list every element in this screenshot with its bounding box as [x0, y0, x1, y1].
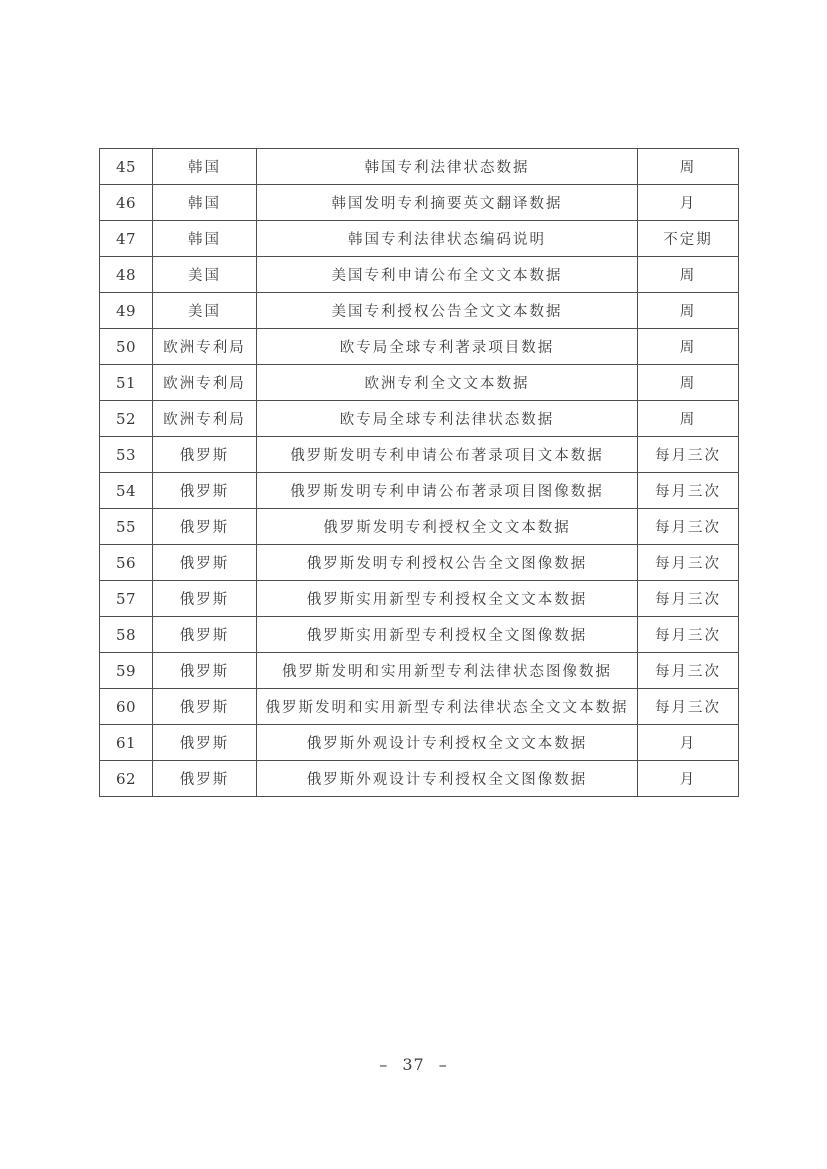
row-number-cell: 51: [100, 365, 153, 401]
table-row: [100, 149, 739, 185]
dataset-name-cell: 美国专利授权公告全文文本数据: [257, 293, 638, 329]
dataset-name-cell: 韩国专利法律状态数据: [257, 149, 638, 185]
country-office-cell: 美国: [153, 257, 257, 293]
update-frequency-cell: 不定期: [638, 221, 739, 257]
country-office-cell: 韩国: [153, 221, 257, 257]
dataset-name-cell: 俄罗斯实用新型专利授权全文文本数据: [257, 581, 638, 617]
patent-data-table-body: [100, 149, 739, 797]
dataset-name-cell: 美国专利申请公布全文文本数据: [257, 257, 638, 293]
table-row: [100, 689, 739, 725]
dataset-name-cell: 俄罗斯发明专利申请公布著录项目文本数据: [257, 437, 638, 473]
row-number-cell: 48: [100, 257, 153, 293]
country-office-cell: 俄罗斯: [153, 473, 257, 509]
dataset-name-cell: 俄罗斯发明和实用新型专利法律状态图像数据: [257, 653, 638, 689]
country-office-cell: 俄罗斯: [153, 761, 257, 797]
dataset-name-cell: 欧洲专利全文文本数据: [257, 365, 638, 401]
update-frequency-cell: 每月三次: [638, 581, 739, 617]
dataset-name-cell: 俄罗斯发明和实用新型专利法律状态全文文本数据: [257, 689, 638, 725]
country-office-cell: 俄罗斯: [153, 581, 257, 617]
table-row: [100, 401, 739, 437]
update-frequency-cell: 周: [638, 365, 739, 401]
update-frequency-cell: 月: [638, 725, 739, 761]
row-number-cell: 55: [100, 509, 153, 545]
row-number-cell: 60: [100, 689, 153, 725]
country-office-cell: 欧洲专利局: [153, 401, 257, 437]
table-row: [100, 617, 739, 653]
row-number-cell: 58: [100, 617, 153, 653]
country-office-cell: 韩国: [153, 185, 257, 221]
update-frequency-cell: 每月三次: [638, 545, 739, 581]
dataset-name-cell: 俄罗斯发明专利授权全文文本数据: [257, 509, 638, 545]
table-row: [100, 473, 739, 509]
update-frequency-cell: 周: [638, 257, 739, 293]
dataset-name-cell: 俄罗斯实用新型专利授权全文图像数据: [257, 617, 638, 653]
row-number-cell: 53: [100, 437, 153, 473]
table-row: [100, 545, 739, 581]
dataset-name-cell: 欧专局全球专利法律状态数据: [257, 401, 638, 437]
country-office-cell: 俄罗斯: [153, 689, 257, 725]
country-office-cell: 俄罗斯: [153, 617, 257, 653]
country-office-cell: 欧洲专利局: [153, 329, 257, 365]
row-number-cell: 62: [100, 761, 153, 797]
table-row: [100, 581, 739, 617]
table-row: [100, 725, 739, 761]
table-row: [100, 257, 739, 293]
dataset-name-cell: 欧专局全球专利著录项目数据: [257, 329, 638, 365]
update-frequency-cell: 每月三次: [638, 473, 739, 509]
dataset-name-cell: 俄罗斯外观设计专利授权全文图像数据: [257, 761, 638, 797]
country-office-cell: 俄罗斯: [153, 509, 257, 545]
table-row: [100, 437, 739, 473]
patent-data-table: [99, 148, 739, 797]
update-frequency-cell: 每月三次: [638, 617, 739, 653]
row-number-cell: 61: [100, 725, 153, 761]
row-number-cell: 47: [100, 221, 153, 257]
country-office-cell: 欧洲专利局: [153, 365, 257, 401]
row-number-cell: 45: [100, 149, 153, 185]
table-row: [100, 509, 739, 545]
table-row: [100, 329, 739, 365]
row-number-cell: 52: [100, 401, 153, 437]
country-office-cell: 俄罗斯: [153, 545, 257, 581]
row-number-cell: 59: [100, 653, 153, 689]
row-number-cell: 46: [100, 185, 153, 221]
country-office-cell: 俄罗斯: [153, 725, 257, 761]
dataset-name-cell: 俄罗斯外观设计专利授权全文文本数据: [257, 725, 638, 761]
update-frequency-cell: 周: [638, 401, 739, 437]
country-office-cell: 俄罗斯: [153, 653, 257, 689]
country-office-cell: 韩国: [153, 149, 257, 185]
dataset-name-cell: 韩国专利法律状态编码说明: [257, 221, 638, 257]
update-frequency-cell: 每月三次: [638, 653, 739, 689]
update-frequency-cell: 月: [638, 185, 739, 221]
page-number: – 37 –: [379, 1055, 448, 1074]
update-frequency-cell: 每月三次: [638, 509, 739, 545]
table-row: [100, 293, 739, 329]
table-row: [100, 365, 739, 401]
row-number-cell: 56: [100, 545, 153, 581]
table-row: [100, 221, 739, 257]
dataset-name-cell: 俄罗斯发明专利授权公告全文图像数据: [257, 545, 638, 581]
row-number-cell: 49: [100, 293, 153, 329]
row-number-cell: 54: [100, 473, 153, 509]
country-office-cell: 美国: [153, 293, 257, 329]
update-frequency-cell: 周: [638, 293, 739, 329]
dataset-name-cell: 韩国发明专利摘要英文翻译数据: [257, 185, 638, 221]
update-frequency-cell: 周: [638, 149, 739, 185]
table-row: [100, 761, 739, 797]
update-frequency-cell: 周: [638, 329, 739, 365]
table-row: [100, 653, 739, 689]
dataset-name-cell: 俄罗斯发明专利申请公布著录项目图像数据: [257, 473, 638, 509]
update-frequency-cell: 每月三次: [638, 437, 739, 473]
table-row: [100, 185, 739, 221]
update-frequency-cell: 月: [638, 761, 739, 797]
row-number-cell: 57: [100, 581, 153, 617]
row-number-cell: 50: [100, 329, 153, 365]
country-office-cell: 俄罗斯: [153, 437, 257, 473]
update-frequency-cell: 每月三次: [638, 689, 739, 725]
